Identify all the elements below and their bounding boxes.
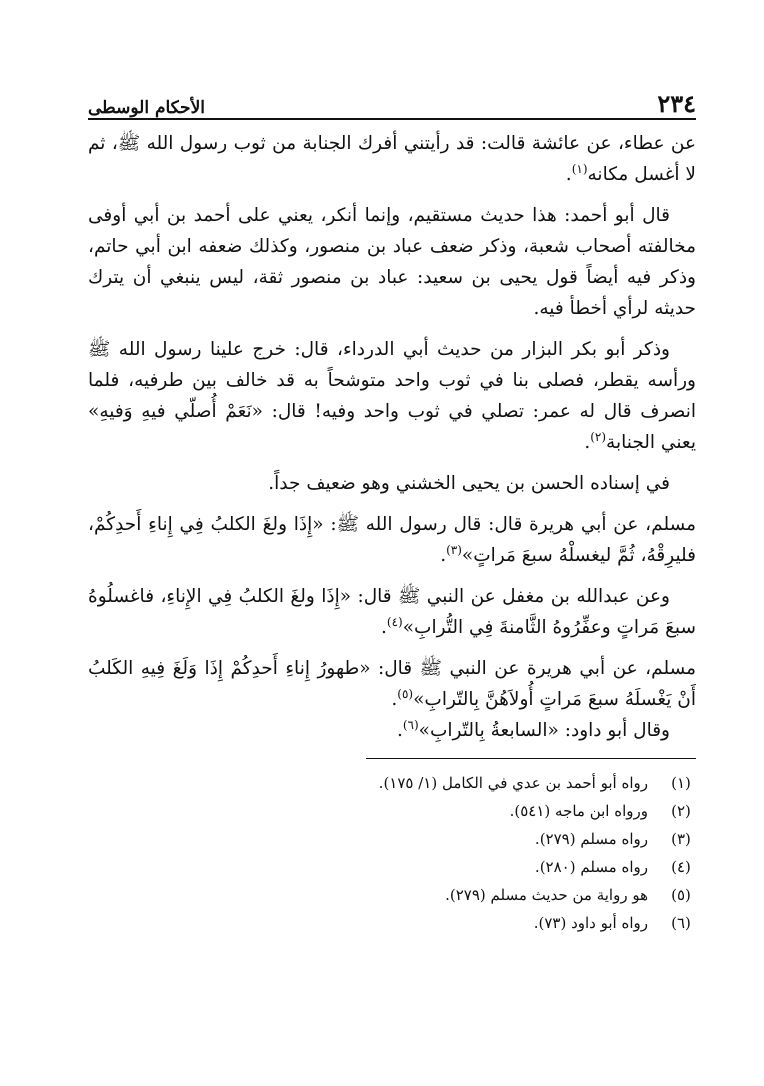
main-text	[88, 128, 696, 746]
footnote	[88, 881, 696, 909]
footnotes	[88, 769, 696, 937]
paragraph: وذكر أبو بكر البزار من حديث أبي الدرداء، قال: خرج علينا رسول الله ﷺ ورأسه يقطر، فصلى بنا في ثوب واحد متوشحاً به قد خالف بين طرفيه، فلما انصرف قال له عمر: تصلي في ثوب واحد وفيه! قال: «نَعَمْ أُصلّي فيهِ وَفيهِ» يعني الجنابة$^{(٢)}$.	[88, 339, 696, 453]
book-title: الأحكام الوسطى	[88, 98, 205, 118]
footnote	[88, 825, 696, 853]
footnote-mark: (٣)	[671, 830, 691, 848]
footnote-text: ورواه ابن ماجه (٥٤١).	[509, 802, 648, 820]
footnote-ref: (٥)	[397, 686, 414, 701]
footnote-mark: (٥)	[671, 886, 691, 904]
footnote-divider	[366, 758, 696, 759]
footnote-ref: (٤)	[386, 614, 403, 629]
footnote-text: رواه أبو أحمد بن عدي في الكامل (١/ ١٧٥).	[378, 774, 648, 792]
footnote-mark: (٦)	[671, 914, 691, 932]
footnote-ref: (١)	[571, 161, 588, 176]
paragraph: وقال أبو داود: «السابعةُ بِالتّرابِ»$^{(٦)}$.	[396, 717, 670, 741]
footnote-text: رواه مسلم (٢٧٩).	[534, 830, 648, 848]
footnote	[88, 909, 696, 937]
footnote-mark: (٤)	[671, 858, 691, 876]
footnote-mark: (١)	[671, 774, 691, 792]
paragraph: مسلم، عن أبي هريرة عن النبي ﷺ قال: «طهورُ إِناءِ أَحدِكُمْ إِذَا وَلَغَ فِيهِ الكَلبُ أَنْ يَغْسلَهُ سبعَ مَراتٍ أُولاَهُنَّ بِالتّرابِ»$^{(٥)}$.	[88, 658, 696, 710]
footnote-mark: (٢)	[671, 802, 691, 820]
footnote	[88, 797, 696, 825]
footnote-text: رواه مسلم (٢٨٠).	[534, 858, 648, 876]
footnote-text: رواه أبو داود (٧٣).	[533, 914, 648, 932]
page-number: ٢٣٤	[657, 89, 696, 118]
paragraph: وعن عبدالله بن مغفل عن النبي ﷺ قال: «إِذَا ولغَ الكلبُ فِي الإِناءِ، فاغسلُوهُ سبعَ مَراتٍ وعفِّرُوهُ الثَّامنةَ فِي التُّرابِ»$^{(٤)}$.	[88, 586, 696, 638]
paragraph: قال أبو أحمد: هذا حديث مستقيم، وإنما أنكر، يعني على أحمد بن أبي أوفى مخالفته أصحاب شعبة، وذكر ضعف عباد بن منصور، وكذلك ضعفه ابن أبي حاتم، وذكر فيه أيضاً قول يحيى بن سعيد: عباد بن منصور ثقة، ليس ينبغي أن يترك حديثه لرأي أخطأ فيه.	[88, 205, 696, 319]
footnote-ref: (٢)	[590, 429, 607, 444]
paragraph: عن عطاء، عن عائشة قالت: قد رأيتني أفرك الجنابة من ثوب رسول الله ﷺ، ثم لا أغسل مكانه$^{(١)}$.	[88, 133, 696, 185]
paragraph: في إسناده الحسن بن يحيى الخشني وهو ضعيف جداً.	[268, 473, 670, 494]
running-header	[88, 86, 696, 120]
footnote-ref: (٦)	[402, 717, 419, 732]
footnote	[88, 769, 696, 797]
book-page	[88, 86, 696, 937]
footnote	[88, 853, 696, 881]
paragraph: مسلم، عن أبي هريرة قال: قال رسول الله ﷺ: «إِذَا ولغَ الكلبُ فِي إِناءِ أَحدِكُمْ، فليرِقْهُ، ثُمَّ ليغسلْهُ سبعَ مَراتٍ»$^{(٣)}$.	[88, 514, 696, 566]
footnote-text: هو رواية من حديث مسلم (٢٧٩).	[445, 886, 648, 904]
footnote-ref: (٣)	[446, 542, 462, 557]
